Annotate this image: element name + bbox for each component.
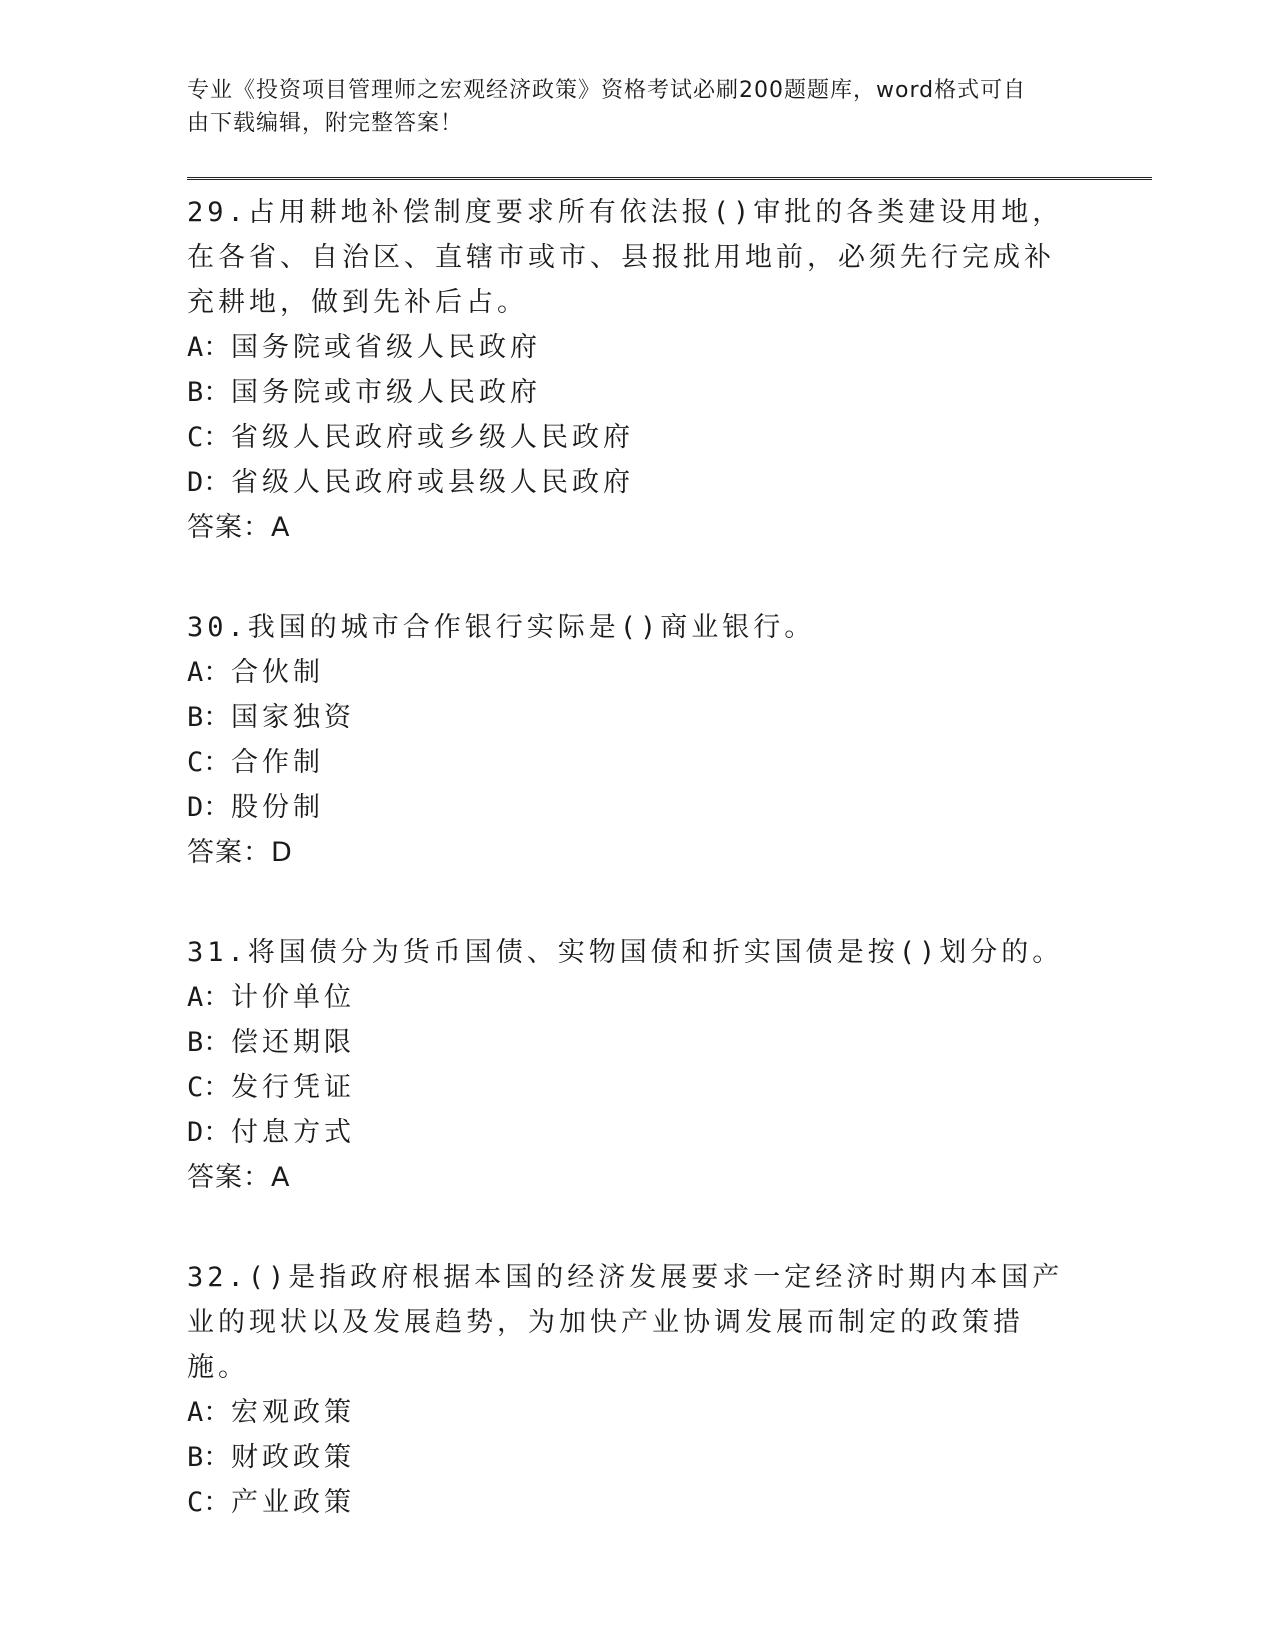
option-text: 付息方式 [231,1117,355,1148]
option-key: D： [187,467,231,498]
option-b [187,1020,1067,1065]
question-stem: 32.()是指政府根据本国的经济发展要求一定经济时期内本国产业的现状以及发展趋势，为加快产业协调发展而制定的政策措施。 [187,1262,1064,1383]
option-text: 偿还期限 [231,1027,355,1058]
option-key: B： [187,1442,231,1473]
option-key: B： [187,377,231,408]
question-32 [187,1255,1067,1525]
document-header: 专业《投资项目管理师之宏观经济政策》资格考试必刷200题题库，word格式可自由下载编辑，附完整答案！ [187,78,1027,136]
option-key: C： [187,1487,231,1518]
option-text: 发行凭证 [231,1072,355,1103]
option-d [187,785,1067,830]
option-c [187,1065,1067,1110]
option-key: C： [187,1072,231,1103]
question-29 [187,190,1067,550]
option-key: B： [187,1027,231,1058]
option-d [187,460,1067,505]
option-key: B： [187,702,231,733]
question-stem: 31.将国债分为货币国债、实物国债和折实国债是按()划分的。 [187,937,1064,968]
option-a [187,325,1067,370]
question-stem: 30.我国的城市合作银行实际是()商业银行。 [187,612,816,643]
option-text: 合伙制 [231,657,324,688]
question-stem: 29.占用耕地补偿制度要求所有依法报()审批的各类建设用地，在各省、自治区、直辖市或市、县报批用地前，必须先行完成补充耕地，做到先补后占。 [187,197,1064,318]
option-text: 宏观政策 [231,1397,355,1428]
option-b [187,695,1067,740]
option-key: C： [187,747,231,778]
option-text: 国家独资 [231,702,355,733]
option-a [187,650,1067,695]
option-text: 省级人民政府或县级人民政府 [231,467,634,498]
answer-label: 答案：A [187,512,291,543]
question-30 [187,605,1067,875]
option-a [187,975,1067,1020]
option-text: 产业政策 [231,1487,355,1518]
option-text: 国务院或市级人民政府 [231,377,541,408]
option-text: 国务院或省级人民政府 [231,332,541,363]
option-c [187,1480,1067,1525]
option-key: D： [187,1117,231,1148]
answer-label: 答案：A [187,1162,291,1193]
answer-label: 答案：D [187,837,293,868]
option-d [187,1110,1067,1155]
option-key: A： [187,1397,231,1428]
option-key: A： [187,657,231,688]
option-a [187,1390,1067,1435]
question-list [187,190,1067,1580]
option-c [187,740,1067,785]
option-key: D： [187,792,231,823]
option-b [187,1435,1067,1480]
option-text: 省级人民政府或乡级人民政府 [231,422,634,453]
option-key: C： [187,422,231,453]
option-text: 财政政策 [231,1442,355,1473]
option-key: A： [187,982,231,1013]
option-c [187,415,1067,460]
option-text: 计价单位 [231,982,355,1013]
header-divider [187,177,1152,181]
question-31 [187,930,1067,1200]
option-text: 股份制 [231,792,324,823]
option-key: A： [187,332,231,363]
option-b [187,370,1067,415]
option-text: 合作制 [231,747,324,778]
